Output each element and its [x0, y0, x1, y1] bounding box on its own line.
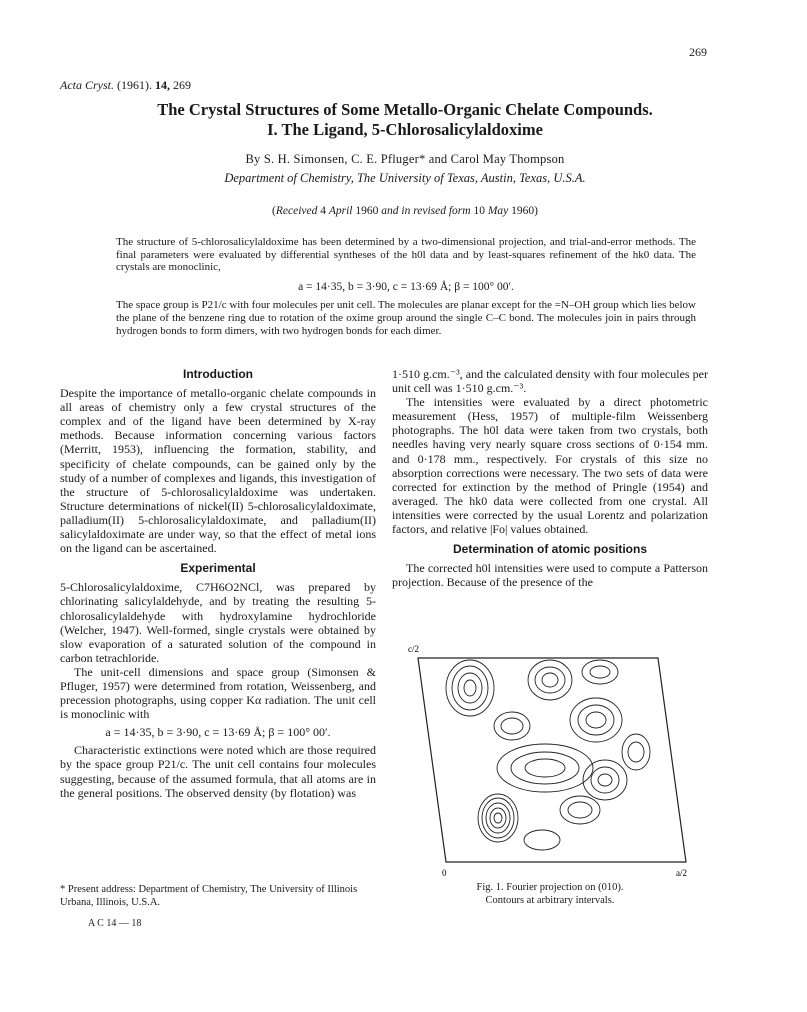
journal-citation: [60, 78, 191, 93]
introduction-text: Despite the importance of metallo-organic chelate compounds in all areas of chemistry only a few crystal structures of the complex and of the ligand have been determined by X-ray methods. Because information concerning various factors (Merritt, 1953), influencing the formation, stability, and specificity of chelate compounds, can be gained only by the study of a number of complexes and ligands, this investigation of the structure of 5-chlorosalicylaldoxime was undertaken. Structure determinations of nickel(II) 5-chlorosalicylaldoximate, palladium(II) 5-chlorosalicylaldoximate, and palladium(II) salicylaldoximate are under way, so that the effect of metal ions on the ligand can be ascertained.: [60, 386, 376, 556]
fourier-contours: [446, 660, 650, 850]
experimental-heading: Experimental: [180, 561, 256, 576]
right-paragraph-2: The intensities were evaluated by a direct photometric measurement (Hess, 1957) of multiple-film Weissenberg photographs. The h0l data were taken from two crystals, both needles having very nearly square cross sections of 0·154 mm. and 0·178 mm., respectively. For crystals of this size no absorption corrections were necessary. The two sets of data were corrected for extinction by the method of Pringle (1954) and averaged. The hk0 data were collected from one crystal. All intensities were corrected by the usual Lorentz and polarization factors, and relative |Fo| values obtained.: [392, 395, 708, 537]
contour-group: [570, 698, 622, 742]
abstract-paragraph-2: The space group is P21/c with four molecules per unit cell. The molecules are planar except for the =N–OH group which lies below the plane of the benzene ring due to rotation of the oxime group around the single C–C bond. The molecules join in pairs through hydrogen bonds to form dimers, with two hydrogen bonds for each dimer.: [116, 299, 696, 337]
caption-line-2: Contours at arbitrary intervals.: [485, 894, 615, 906]
figure-axis-label-top: c/2: [408, 644, 419, 654]
affiliation: Department of Chemistry, The University of Texas, Austin, Texas, U.S.A.: [224, 171, 586, 185]
citation-volume: 14,: [155, 78, 170, 92]
contour-group: [528, 660, 572, 700]
paper-title: [60, 100, 750, 140]
left-column: [60, 367, 376, 800]
right-paragraph-3: The corrected h0l intensities were used to compute a Patterson projection. Because of the presence of the: [392, 561, 708, 590]
experimental-equation: a = 14·35, b = 3·90, c = 13·69 Å; β = 100° 00′.: [105, 725, 331, 740]
figure-caption: [400, 882, 700, 907]
authors: By S. H. Simonsen, C. E. Pfluger* and Carol May Thompson: [245, 152, 565, 166]
footnote: * Present address: Department of Chemistry, The University of Illinois Urbana, Illinois, U.S.A.: [60, 884, 358, 908]
contour-group: [478, 794, 518, 842]
right-column: [392, 367, 708, 589]
experimental-paragraph-1: 5-Chlorosalicylaldoxime, C7H6O2NCl, was prepared by chlorinating salicylaldehyde, and by treating the resulting 5-chlorosalicylaldehyde with hydroxylamine hydrochloride (Welcher, 1947). Well-formed, single crystals were obtained by slow evaporation of a saturated solution of the compound in carbon tetrachloride.: [60, 580, 376, 665]
introduction-heading: Introduction: [183, 367, 253, 381]
page-number: 269: [689, 45, 707, 59]
experimental-paragraph-2: The unit-cell dimensions and space group (Simonsen & Pfluger, 1957) were determined from rotation, Weissenberg, and precession photographs, using copper Kα radiation. The unit cell is monoclinic with: [60, 664, 376, 722]
received-date: (Received 4 April 1960 and in revised form 10 May 1960): [272, 205, 538, 217]
fourier-projection-figure: [400, 640, 700, 880]
experimental-paragraph-3: Characteristic extinctions were noted which are those required by the space group P21/c. The unit cell contains four molecules suggesting, because of the assumed formula, that all atoms are in the general positions. The observed density (by flotation) was: [60, 743, 376, 800]
contour-group: [446, 660, 494, 716]
contour-group: [497, 744, 593, 792]
right-paragraph-1: 1·510 g.cm.⁻³, and the calculated density with four molecules per unit cell was 1·510 g.cm.⁻³.: [392, 367, 708, 396]
abstract-paragraph-1: The structure of 5-chlorosalicylaldoxime has been determined by a two-dimensional projection, and trial-and-error methods. The final parameters were evaluated by differential syntheses of the h0l data and by least-squares refinement of the hk0 data. The crystals are monoclinic,: [116, 236, 696, 274]
contour-group: [583, 760, 627, 800]
journal-name: Acta Cryst.: [60, 78, 114, 92]
figure-origin-label: 0: [442, 868, 447, 878]
abstract: [116, 236, 696, 337]
title-line-1: The Crystal Structures of Some Metallo-Organic Chelate Compounds.: [157, 100, 653, 119]
contour-group: [524, 830, 560, 850]
citation-page: 269: [173, 78, 191, 92]
atomic-positions-heading: Determination of atomic positions: [452, 542, 647, 557]
contour-group: [494, 712, 530, 740]
footer-code: A C 14 — 18: [88, 918, 142, 929]
citation-year: (1961).: [117, 78, 152, 92]
title-line-2: I. The Ligand, 5-Chlorosalicylaldoxime: [267, 120, 543, 139]
abstract-equation: a = 14·35, b = 3·90, c = 13·69 Å; β = 100° 00′.: [298, 280, 514, 293]
contour-group: [582, 660, 618, 684]
figure-axis-label-right: a/2: [676, 868, 687, 878]
contour-group: [560, 796, 600, 824]
caption-line-1: Fig. 1. Fourier projection on (010).: [476, 882, 624, 893]
contour-group: [622, 734, 650, 770]
